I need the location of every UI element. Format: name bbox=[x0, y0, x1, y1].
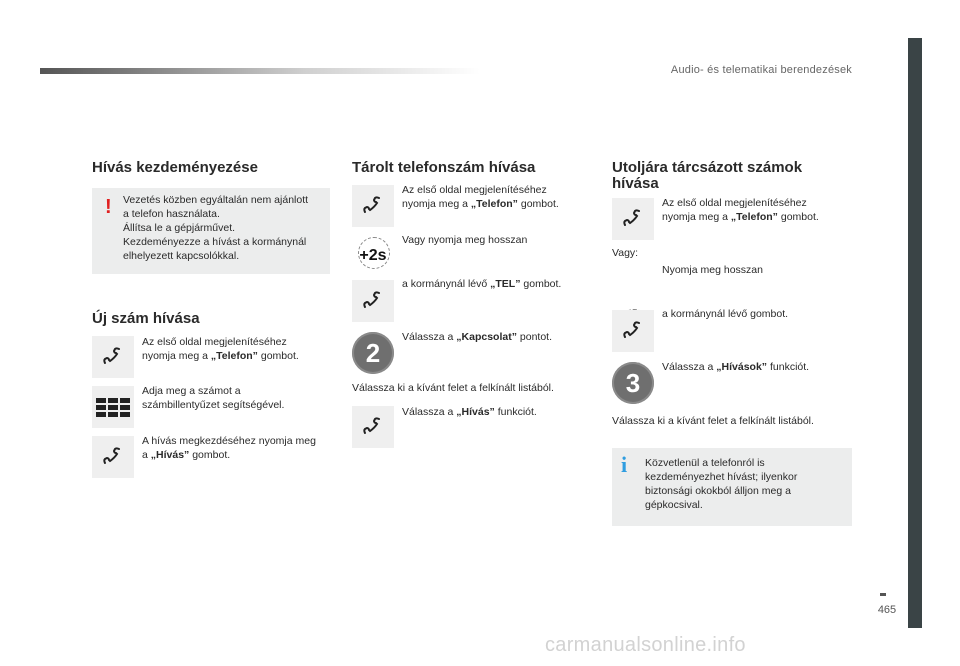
phone-icon bbox=[92, 336, 134, 378]
or-label: Vagy: bbox=[612, 247, 639, 259]
keypad-icon bbox=[92, 386, 134, 428]
warning-text: Vezetés közben egyáltalán nem ajánlott a telefon használata. Állítsa le a gépjárművet. Kezdeményezze a hívást a kormánynál elhelyezett kapcsolókkal. bbox=[123, 194, 309, 262]
page-number-marker bbox=[880, 593, 886, 596]
section-title-last-dialed: Utoljára tárcsázott számok hívása bbox=[612, 159, 803, 192]
step-start-call: A hívás megkezdéséhez nyomja meg a „Hívás” gombot. bbox=[142, 435, 316, 461]
step-number-3: 3 bbox=[612, 362, 654, 404]
step-number-2: 2 bbox=[352, 332, 394, 374]
call-icon bbox=[92, 436, 134, 478]
step-steering-button: a kormánynál lévő gombot. bbox=[662, 308, 789, 320]
step-open-phone: Az első oldal megjelenítéséhez nyomja meg a „Telefon” gombot. bbox=[402, 184, 559, 210]
step-select-calls: Válassza a „Hívások” funkciót. bbox=[662, 361, 810, 373]
step-long-press: Nyomja meg hosszan bbox=[662, 264, 763, 276]
step-select-contact: Válassza a „Kapcsolat” pontot. bbox=[402, 331, 552, 343]
note-select-party: Válassza ki a kívánt felet a felkínált listából. bbox=[352, 382, 554, 394]
step-tel-button: a kormánynál lévő „TEL” gombot. bbox=[402, 278, 562, 290]
phone-icon bbox=[612, 198, 654, 240]
warning-icon: ! bbox=[105, 196, 112, 218]
step-enter-number: Adja meg a számot a számbillentyűzet segítségével. bbox=[142, 385, 285, 411]
page-header: Audio- és telematikai berendezések bbox=[670, 64, 852, 76]
tel-button-icon bbox=[352, 280, 394, 322]
side-tab-bar bbox=[908, 38, 922, 628]
step-long-press: Vagy nyomja meg hosszan bbox=[402, 234, 528, 246]
step-open-phone: Az első oldal megjelenítéséhez nyomja meg a „Telefon” gombot. bbox=[142, 336, 299, 362]
step-select-call: Válassza a „Hívás” funkciót. bbox=[402, 406, 537, 418]
call-icon bbox=[352, 406, 394, 448]
long-press-icon: +2s bbox=[352, 235, 394, 277]
step-open-phone: Az első oldal megjelenítéséhez nyomja meg a „Telefon” gombot. bbox=[662, 197, 819, 223]
info-icon: i bbox=[621, 452, 628, 477]
info-text: Közvetlenül a telefonról is kezdeményezhet hívást; ilyenkor biztonsági okokból álljon meg a gépkocsival. bbox=[645, 457, 798, 511]
watermark: carmanualsonline.info bbox=[545, 634, 746, 656]
steering-button-icon bbox=[612, 310, 654, 352]
phone-icon bbox=[352, 185, 394, 227]
section-title-stored-number: Tárolt telefonszám hívása bbox=[352, 159, 536, 176]
note-select-party: Válassza ki a kívánt felet a felkínált listából. bbox=[612, 415, 814, 427]
header-rule bbox=[40, 68, 480, 74]
section-title-make-call: Hívás kezdeményezése bbox=[92, 159, 258, 176]
page-number: 465 bbox=[877, 604, 897, 616]
subsection-title-new-number: Új szám hívása bbox=[92, 310, 200, 327]
